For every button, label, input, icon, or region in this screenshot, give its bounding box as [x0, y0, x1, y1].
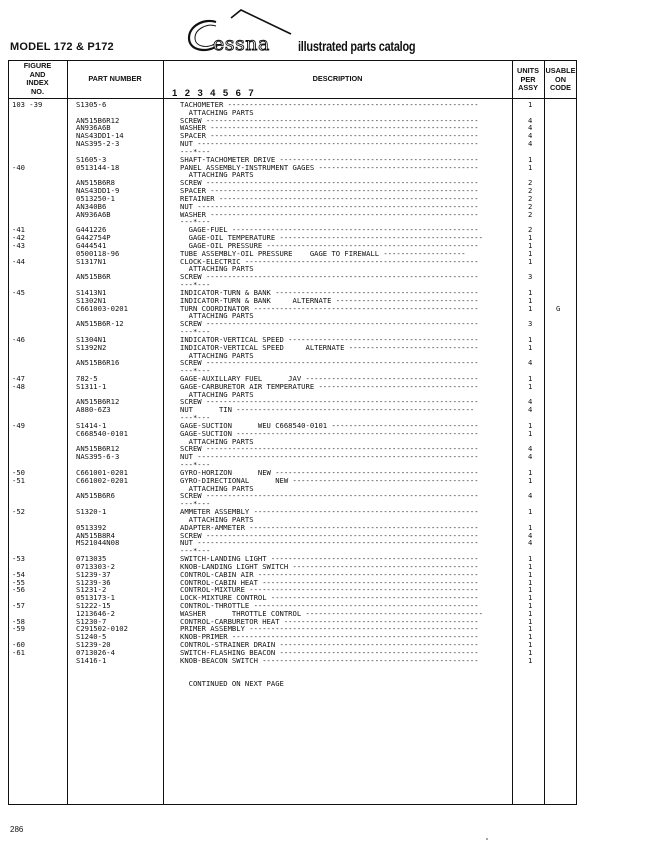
table-row [0, 211, 672, 219]
description: ---*--- [180, 327, 211, 337]
model-label: MODEL 172 & P172 [10, 41, 114, 53]
units-per-assy: 1 [528, 640, 533, 650]
table-row [0, 305, 672, 313]
part-number: S1239-37 [76, 569, 111, 579]
index-number: -59 [12, 624, 25, 634]
part-number: 782-5 [76, 373, 98, 383]
description: ATTACHING PARTS [180, 389, 254, 399]
part-number: AN515B6R [76, 272, 111, 282]
description: CONTROL-THROTTLE ---------------------------------------------------- [180, 601, 479, 610]
part-number: NAS43DD1-9 [76, 186, 120, 196]
parts-list [0, 101, 672, 688]
units-per-assy: 1 [528, 601, 533, 610]
description: NUT ----------------------------------------------------------------- [180, 452, 479, 462]
header-line: USABLE [545, 66, 576, 75]
description: CONTROL-CABIN AIR --------------------------------------------------- [180, 569, 479, 579]
part-number: NAS43DD1-14 [76, 131, 124, 141]
description-header: DESCRIPTION [312, 74, 363, 83]
table-row [0, 508, 672, 516]
description: NUT ----------------------------------------------------------------- [180, 201, 479, 211]
part-number: 1213646-2 [76, 608, 115, 618]
part-number: AN515B6R8 [76, 178, 115, 188]
description: ---*--- [180, 546, 211, 556]
units-per-assy: 1 [528, 233, 533, 243]
units-per-assy: 4 [528, 123, 533, 133]
index-number: -57 [12, 601, 25, 610]
table-row [0, 453, 672, 461]
part-number: AN515B8R4 [76, 530, 115, 540]
part-number: S1605-3 [76, 154, 107, 164]
units-per-assy: 4 [528, 397, 533, 407]
units-per-assy: 2 [528, 178, 533, 188]
index-number: -60 [12, 640, 25, 650]
part-number: 0713303-2 [76, 561, 115, 571]
part-number: S1302N1 [76, 295, 107, 305]
scan-speck [486, 838, 488, 840]
table-row [0, 680, 672, 688]
description: NUT ----------------------------------------------------------------- [180, 538, 479, 548]
description: ---*--- [180, 460, 211, 470]
description: NUT TIN ------------------------------------------------------- [180, 405, 475, 415]
description: ATTACHING PARTS [180, 170, 254, 180]
description: ATTACHING PARTS [180, 483, 254, 493]
units-per-assy: 1 [528, 428, 533, 438]
part-number: AN515B6R12 [76, 115, 120, 125]
description: ---*--- [180, 217, 211, 227]
units-per-assy: 1 [528, 248, 533, 258]
units-per-assy: 1 [528, 655, 533, 665]
part-number: A880-6Z3 [76, 405, 111, 415]
index-number: -47 [12, 373, 25, 383]
units-per-assy: 2 [528, 193, 533, 203]
index-number: -44 [12, 256, 25, 266]
units-per-assy: 1 [528, 632, 533, 642]
description: SWITCH-FLASHING BEACON ---------------------------------------------- [180, 647, 479, 657]
units-per-assy: 4 [528, 491, 533, 501]
description: INDICATOR-TURN & BANK ALTERNATE --------------------------------- [180, 295, 479, 305]
usable-header [544, 67, 577, 93]
part-number: S1305-6 [76, 100, 107, 109]
units-per-assy: 4 [528, 131, 533, 141]
part-number: S1222-15 [76, 601, 111, 610]
units-per-assy: 1 [528, 154, 533, 164]
units-per-assy: 2 [528, 209, 533, 219]
part-number: S1416-1 [76, 655, 107, 665]
header-line: NO. [31, 86, 44, 96]
description: ATTACHING PARTS [180, 107, 254, 117]
description: INDICATOR-VERTICAL SPEED -------------------------------------------- [180, 334, 479, 344]
description: SHAFT-TACHOMETER DRIVE ---------------------------------------------- [180, 154, 479, 164]
part-number: AN936A6B [76, 209, 111, 219]
header-line: CODE [549, 83, 572, 92]
figure-column-header [8, 62, 67, 96]
index-number: -55 [12, 577, 25, 587]
description: GAGE-AUXILLARY FUEL JAV ---------------------------------------- [180, 373, 479, 383]
units-per-assy: 1 [528, 420, 533, 430]
part-number: C661002-0201 [76, 475, 128, 485]
units-header [512, 67, 544, 93]
part-number: S1239-20 [76, 640, 111, 650]
description: CONTROL-CARBURETOR HEAT --------------------------------------------- [180, 616, 479, 626]
part-number: S1239-36 [76, 577, 111, 587]
part-number: AN515B6R-12 [76, 319, 124, 329]
index-number: -54 [12, 569, 25, 579]
part-number: AN515B6R12 [76, 444, 120, 454]
units-per-assy: 1 [528, 647, 533, 657]
description: SCREW --------------------------------------------------------------- [180, 272, 479, 282]
part-number: S1317N1 [76, 256, 107, 266]
part-number: 0513173-1 [76, 593, 115, 603]
part-number: 0513144-18 [76, 162, 120, 172]
description: CONTINUED ON NEXT PAGE [180, 679, 284, 689]
part-number: NAS395-6-3 [76, 452, 120, 462]
table-row [0, 406, 672, 414]
description: KNOB-PRIMER --------------------------------------------------------- [180, 632, 479, 642]
description: GAGE-FUEL --------------------------------------------------------- [180, 225, 479, 235]
description: SCREW --------------------------------------------------------------- [180, 178, 479, 188]
description: GAGE-OIL TEMPERATURE ----------------------------------------------- [180, 233, 483, 243]
description: GYRO-DIRECTIONAL NEW ------------------------------------------- [180, 475, 479, 485]
units-per-assy: 1 [528, 522, 533, 532]
description: AMMETER ASSEMBLY ---------------------------------------------------- [180, 507, 479, 517]
description: ATTACHING PARTS [180, 514, 254, 524]
table-row [0, 359, 672, 367]
index-number: -41 [12, 225, 25, 235]
index-number: -56 [12, 585, 25, 595]
index-number: -52 [12, 507, 25, 517]
units-per-assy: 2 [528, 225, 533, 235]
description: ADAPTER-AMMETER ----------------------------------------------------- [180, 522, 479, 532]
index-number: -48 [12, 381, 25, 391]
description: ---*--- [180, 499, 211, 509]
table-row [0, 492, 672, 500]
index-number: -42 [12, 233, 25, 243]
description: GAGE-SUCTION -------------------------------------------------------- [180, 428, 479, 438]
cessna-logo [183, 8, 298, 56]
description: PRIMER ASSEMBLY ----------------------------------------------------- [180, 624, 479, 634]
catalog-title: illustrated parts catalog [298, 38, 416, 54]
svg-text:essna: essna [213, 33, 270, 55]
part-number-header: PART NUMBER [88, 74, 142, 83]
units-per-assy: 1 [528, 287, 533, 297]
table-row [0, 383, 672, 391]
table-row [0, 430, 672, 438]
units-per-assy: 1 [528, 381, 533, 391]
units-per-assy: 1 [528, 608, 533, 618]
description: CONTROL-MIXTURE ----------------------------------------------------- [180, 585, 479, 595]
indent-digits: 1 2 3 4 5 6 7 [172, 88, 257, 99]
table-row [0, 258, 672, 266]
table-row [0, 101, 672, 109]
part-number: AN340B6 [76, 201, 107, 211]
units-per-assy: 1 [528, 577, 533, 587]
units-per-assy: 1 [528, 256, 533, 266]
units-per-assy: 1 [528, 475, 533, 485]
units-per-assy: 1 [528, 373, 533, 383]
part-number: C668540-0101 [76, 428, 128, 438]
description: SWITCH-LANDING LIGHT ------------------------------------------------ [180, 554, 479, 564]
index-number: -45 [12, 287, 25, 297]
description: CLOCK-ELECTRIC ------------------------------------------------------ [180, 256, 479, 266]
header-line: ASSY [518, 83, 538, 92]
table-row [0, 657, 672, 665]
description: ---*--- [180, 413, 211, 423]
units-per-assy: 1 [528, 334, 533, 344]
part-number: S1230-7 [76, 616, 107, 626]
table-row [0, 672, 672, 680]
part-number: C661003-0201 [76, 303, 128, 313]
description: CONTROL-CABIN HEAT -------------------------------------------------- [180, 577, 479, 587]
header-divider [8, 98, 577, 99]
index-number: -61 [12, 647, 25, 657]
table-row [0, 273, 672, 281]
index-number: -58 [12, 616, 25, 626]
index-number: -51 [12, 475, 25, 485]
units-per-assy: 2 [528, 201, 533, 211]
header-line: FIGURE [23, 61, 52, 70]
units-per-assy: 4 [528, 139, 533, 149]
units-per-assy: 1 [528, 240, 533, 250]
units-per-assy: 4 [528, 115, 533, 125]
description: WASHER THROTTLE CONTROL ----------------------------------------- [180, 608, 483, 618]
index-number: -50 [12, 467, 25, 477]
units-per-assy: 2 [528, 186, 533, 196]
part-number: C661001-0201 [76, 467, 128, 477]
description: SCREW --------------------------------------------------------------- [180, 397, 479, 407]
header-line: INDEX [26, 78, 49, 87]
description: GAGE-CARBURETOR AIR TEMPERATURE ------------------------------------- [180, 381, 479, 391]
part-number: S1413N1 [76, 287, 107, 297]
units-per-assy: 4 [528, 538, 533, 548]
units-per-assy: 4 [528, 444, 533, 454]
description: KNOB-LANDING LIGHT SWITCH ------------------------------------------- [180, 561, 479, 571]
description: INDICATOR-TURN & BANK ----------------------------------------------- [180, 287, 479, 297]
description: ATTACHING PARTS [180, 264, 254, 274]
part-number: 0500118-96 [76, 248, 120, 258]
description: ATTACHING PARTS [180, 350, 254, 360]
index-number: -40 [12, 162, 25, 172]
description: ---*--- [180, 146, 211, 156]
part-number: AN936A6B [76, 123, 111, 133]
units-per-assy: 4 [528, 358, 533, 368]
usable-code: G [556, 303, 561, 313]
description: ---*--- [180, 280, 211, 290]
part-number: MS21044N08 [76, 538, 120, 548]
part-number: AN515B6R16 [76, 358, 120, 368]
table-row [0, 477, 672, 485]
units-per-assy: 3 [528, 319, 533, 329]
description: WASHER -------------------------------------------------------------- [180, 209, 479, 219]
units-per-assy: 1 [528, 561, 533, 571]
part-number: AN515B6R6 [76, 491, 115, 501]
description: SCREW --------------------------------------------------------------- [180, 358, 479, 368]
units-per-assy: 4 [528, 530, 533, 540]
description: ATTACHING PARTS [180, 311, 254, 321]
description: RETAINER ------------------------------------------------------------ [180, 193, 479, 203]
description: SCREW --------------------------------------------------------------- [180, 115, 479, 125]
description: KNOB-BEACON SWITCH -------------------------------------------------- [180, 655, 479, 665]
description: GYRO-HORIZON NEW ----------------------------------------------- [180, 467, 479, 477]
table-row [0, 320, 672, 328]
description: SCREW --------------------------------------------------------------- [180, 491, 479, 501]
units-per-assy: 1 [528, 100, 533, 109]
part-number: S1231-2 [76, 585, 107, 595]
part-number: S1311-1 [76, 381, 107, 391]
description: PANEL ASSEMBLY-INSTRUMENT GAGES ------------------------------------- [180, 162, 479, 172]
part-number: AN515B6R12 [76, 397, 120, 407]
units-per-assy: 1 [528, 569, 533, 579]
units-per-assy: 1 [528, 162, 533, 172]
table-row [0, 665, 672, 673]
units-per-assy: 1 [528, 554, 533, 564]
index-number: -43 [12, 240, 25, 250]
units-per-assy: 1 [528, 507, 533, 517]
units-per-assy: 1 [528, 585, 533, 595]
units-per-assy: 1 [528, 467, 533, 477]
description: SCREW --------------------------------------------------------------- [180, 319, 479, 329]
table-row [0, 164, 672, 172]
description: TUBE ASSEMBLY-OIL PRESSURE GAGE TO FIREWALL ------------------- [180, 248, 466, 258]
description: WASHER -------------------------------------------------------------- [180, 123, 479, 133]
table-row [0, 539, 672, 547]
part-number: G442754P [76, 233, 111, 243]
description: SCREW --------------------------------------------------------------- [180, 530, 479, 540]
part-number: S1240-5 [76, 632, 107, 642]
description: NUT ----------------------------------------------------------------- [180, 139, 479, 149]
description: SCREW --------------------------------------------------------------- [180, 444, 479, 454]
description: CONTROL-STRAINER DRAIN ---------------------------------------------- [180, 640, 479, 650]
units-per-assy: 1 [528, 342, 533, 352]
units-per-assy: 1 [528, 303, 533, 313]
units-per-assy: 1 [528, 616, 533, 626]
description: SPACER -------------------------------------------------------------- [180, 131, 479, 141]
part-number: 0513250-1 [76, 193, 115, 203]
part-number: S1392N2 [76, 342, 107, 352]
part-number: S1414-1 [76, 420, 107, 430]
part-number: S1320-1 [76, 507, 107, 517]
description: INDICATOR-VERTICAL SPEED ALTERNATE ------------------------------ [180, 342, 479, 352]
description: ATTACHING PARTS [180, 436, 254, 446]
description: LOCK-MIXTURE CONTROL ------------------------------------------------ [180, 593, 479, 603]
header-line: UNITS [517, 66, 539, 75]
part-number: G441226 [76, 225, 107, 235]
header-line: ON [555, 74, 566, 84]
part-number: NAS395-2-3 [76, 139, 120, 149]
header-line: PER [520, 74, 536, 84]
index-number: -53 [12, 554, 25, 564]
units-per-assy: 4 [528, 405, 533, 415]
part-number: G444541 [76, 240, 107, 250]
part-number: 0713026-4 [76, 647, 115, 657]
table-row [0, 140, 672, 148]
header-line: AND [29, 69, 46, 79]
units-per-assy: 4 [528, 452, 533, 462]
description: GAGE-SUCTION WEU C668540-0101 ---------------------------------- [180, 420, 479, 430]
description: GAGE-OIL PRESSURE ------------------------------------------------- [180, 240, 479, 250]
units-per-assy: 1 [528, 295, 533, 305]
part-number: C291502-0102 [76, 624, 128, 634]
description: TACHOMETER ---------------------------------------------------------- [180, 100, 479, 109]
part-number: S1304N1 [76, 334, 107, 344]
description: ---*--- [180, 366, 211, 376]
part-number: 0513392 [76, 522, 107, 532]
units-per-assy: 1 [528, 593, 533, 603]
index-number: 103 -39 [12, 100, 43, 109]
description: TURN COORDINATOR ---------------------------------------------------- [180, 303, 479, 313]
index-number: -49 [12, 420, 25, 430]
part-number: 0713035 [76, 554, 107, 564]
page-number: 286 [10, 825, 24, 834]
table-row [0, 344, 672, 352]
units-per-assy: 1 [528, 624, 533, 634]
description: SPACER -------------------------------------------------------------- [180, 186, 479, 196]
index-number: -46 [12, 334, 25, 344]
units-per-assy: 3 [528, 272, 533, 282]
